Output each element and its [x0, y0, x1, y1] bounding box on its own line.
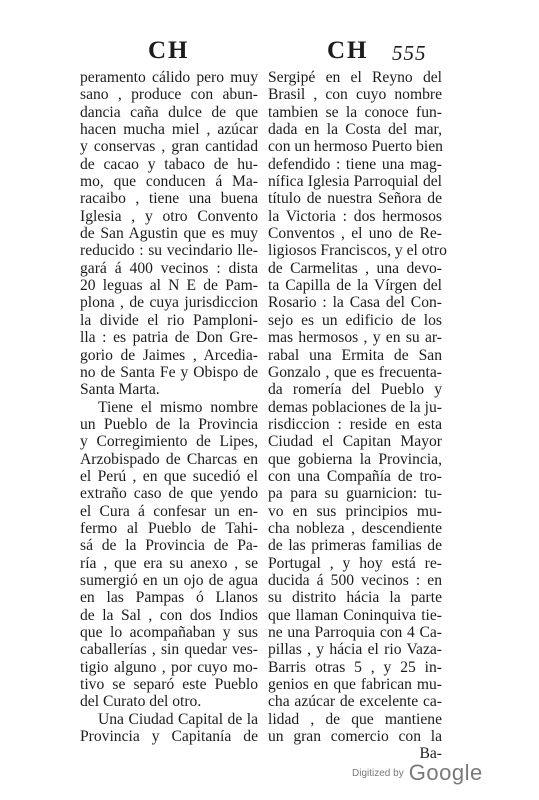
right-column-line: que gobierna la Provincia, — [268, 450, 442, 468]
right-column-line: tambien se la conoce fun- — [268, 103, 442, 121]
right-column-line: la Victoria : dos hermosos — [268, 207, 442, 225]
left-column-line: de cacao y tabaco de hu- — [80, 155, 258, 173]
left-column-line: lla : es patria de Don Gre- — [80, 329, 258, 347]
right-column-line: de las primeras familias de — [268, 537, 442, 555]
left-column-line: de la Sal , con dos Indios — [80, 606, 258, 624]
left-column-line: del Curato del otro. — [80, 693, 202, 711]
left-column-line: mo, que conducen á Ma- — [80, 173, 258, 191]
right-column-line: ta Capilla de la Vírgen del — [268, 277, 442, 295]
left-running-head: CH — [148, 37, 190, 64]
left-column-line: Tiene el mismo nombre — [98, 398, 258, 416]
right-column-line: vo en sus principios mu- — [268, 502, 442, 520]
left-column-line: y Corregimiento de Lipes, — [80, 433, 258, 451]
right-column-line: da romería del Pueblo y — [268, 381, 442, 399]
left-column-line: dancia caña dulce de que — [80, 103, 258, 121]
right-column-line: defendido : tiene una mag- — [268, 155, 442, 173]
right-column-line: Portugal , y hoy está re- — [268, 554, 442, 572]
right-column-line: pa para su guarnicion: tu- — [268, 485, 442, 503]
left-column-line: Iglesia , y otro Convento — [80, 207, 258, 225]
right-column-line: ne una Parroquia con 4 Ca- — [268, 624, 442, 641]
watermark-prefix: Digitized by — [352, 768, 404, 779]
left-column-line: caballerías , sin quedar ves- — [80, 641, 258, 659]
right-column-line: Gonzalo , que es frecuenta- — [268, 363, 442, 381]
left-column-line: de San Agustin que es muy — [80, 225, 258, 243]
left-column-line: hacen mucha miel , azúcar — [80, 121, 258, 139]
left-column-line: tigio alguno , por cuyo mo- — [80, 658, 258, 676]
left-column-line: Arzobispado de Charcas en — [80, 450, 258, 468]
right-running-head: CH — [327, 37, 369, 64]
right-column-line: su distrito hácia la parte — [268, 589, 442, 607]
right-column-line: genios en que fabrican mu- — [268, 676, 442, 694]
left-column-line: sumergió en un ojo de agua — [80, 571, 258, 589]
left-column-line: la divide el rio Pamploni- — [80, 311, 258, 329]
left-column-line: un Pueblo de la Provincia — [80, 415, 258, 433]
right-column-line: Brasil , con cuyo nombre — [268, 86, 442, 104]
right-column-line: nífica Iglesia Parroquial del — [268, 173, 442, 191]
right-column-line: sejo es un edificio de los — [268, 311, 442, 329]
right-column-line: mas hermosos , y en su ar- — [268, 329, 442, 347]
left-column-line: sá de la Provincia de Pa- — [80, 537, 258, 555]
left-column-line: Provincia y Capitanía de — [80, 728, 258, 746]
right-column-line: rabal una Ermita de San — [268, 346, 442, 364]
left-column-line: fermo al Pueblo de Tahi- — [80, 519, 258, 537]
right-column-line: demas poblaciones de la ju- — [268, 398, 442, 416]
left-column-line: extraño caso de que yendo — [80, 485, 258, 503]
left-column-line: en las Pampas ó Llanos — [80, 589, 258, 607]
right-column-line: Ba- — [419, 745, 442, 763]
right-column-line: de Carmelitas , una devo- — [268, 259, 442, 277]
left-column-line: el Cura á confesar un en- — [80, 502, 258, 520]
right-column-line: dada en la Costa del mar, — [268, 121, 442, 139]
left-column-line: 20 leguas al N E de Pam- — [80, 277, 258, 295]
left-column-line: racaibo , tiene una buena — [80, 190, 258, 208]
right-column-line: Sergipé en el Reyno del — [268, 69, 442, 86]
right-column-line: con un hermoso Puerto bien — [268, 138, 443, 156]
left-column-line: Santa Marta. — [80, 381, 160, 399]
left-column — [80, 69, 258, 745]
left-column-line: que lo acompañaban y sus — [80, 624, 258, 641]
right-column-line: cha azúcar de excelente ca- — [268, 693, 442, 711]
right-column-line: Conventos , el uno de Re- — [268, 225, 442, 243]
right-column-line: Rosario : la Casa del Con- — [268, 294, 442, 312]
google-watermark — [352, 760, 483, 790]
right-column-line: un gran comercio con la — [268, 728, 442, 746]
right-column-line: título de nuestra Señora de — [268, 190, 442, 208]
right-column-line: pillas , y hácia el rio Vaza- — [268, 641, 442, 659]
left-column-line: ría , que era su anexo , se — [80, 554, 258, 572]
left-column-line: peramento cálido pero muy — [80, 69, 258, 86]
left-column-line: plona , de cuya jurisdiccion — [80, 294, 258, 312]
left-column-line: no de Santa Fe y Obispo de — [80, 363, 258, 381]
left-column-line: el Perú , en que sucedió el — [80, 467, 258, 485]
left-column-line: y conservas , gran cantidad — [80, 138, 258, 156]
right-column-line: ligiosos Franciscos, y el otro — [268, 242, 447, 260]
right-column-line: ducida á 500 vecinos : en — [268, 571, 442, 589]
page-number: 555 — [392, 41, 427, 65]
left-column-line: Una Ciudad Capital de la — [98, 710, 258, 728]
right-column — [268, 69, 447, 763]
google-logo-text: Google — [408, 760, 483, 785]
right-column-line: lidad , de que mantiene — [268, 710, 442, 728]
left-column-line: tivo se separó este Pueblo — [80, 676, 258, 694]
left-column-line: reducido : su vecindario lle- — [80, 242, 258, 260]
right-column-line: que llaman Coninquiva tie- — [268, 606, 442, 624]
left-column-line: gará á 400 vecinos : dista — [80, 259, 258, 277]
right-column-line: cha nobleza , descendiente — [268, 519, 442, 537]
right-column-line: Ciudad el Capitan Mayor — [268, 433, 442, 451]
right-column-line: con una Compañía de tro- — [268, 467, 442, 485]
left-column-line: gorio de Jaimes , Arcedia- — [80, 346, 258, 364]
right-column-line: Barris otras 5 , y 25 in- — [268, 658, 442, 676]
left-column-line: sano , produce con abun- — [80, 86, 258, 104]
right-column-line: risdiccion : reside en esta — [268, 415, 442, 433]
